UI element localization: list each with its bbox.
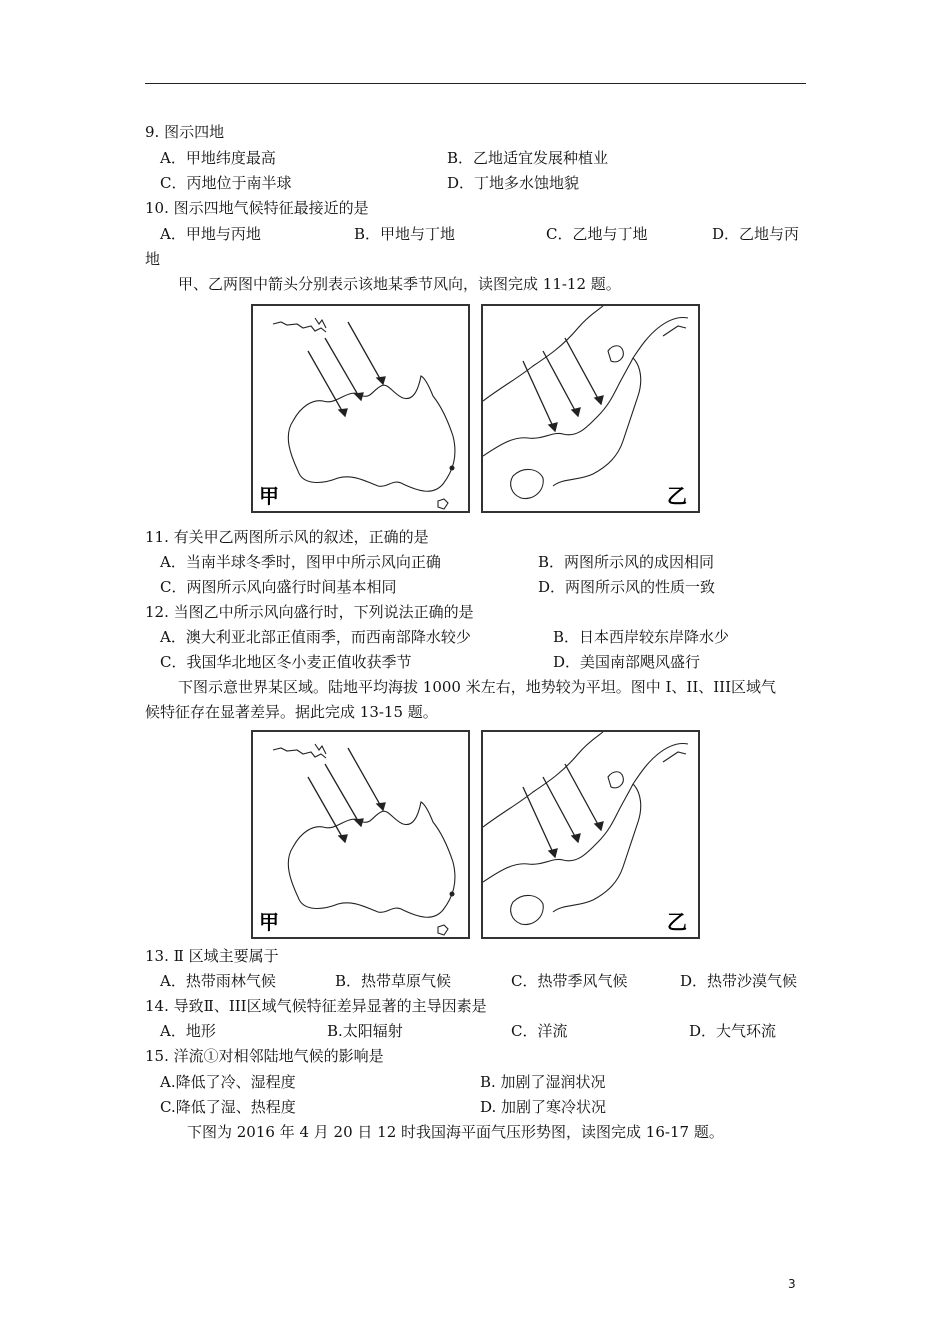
question-9-option-a: A．甲地纬度最高 <box>160 149 276 167</box>
australia-map-graphic <box>253 732 468 937</box>
map-japan-2 <box>481 730 700 939</box>
map-label-right-1: 乙 <box>667 484 687 508</box>
question-9-option-b: B．乙地适宜发展种植业 <box>447 149 609 167</box>
japan-map-graphic <box>483 306 698 511</box>
map-australia-1 <box>251 304 470 513</box>
question-11-option-a: A．当南半球冬季时，图甲中所示风向正确 <box>160 553 441 571</box>
question-15-option-a: A.降低了冷、湿程度 <box>160 1073 296 1091</box>
question-14-option-d: D．大气环流 <box>689 1022 777 1040</box>
map-label-left-1: 甲 <box>259 484 279 508</box>
japan-map-graphic <box>483 732 698 937</box>
question-9-option-d: D．丁地多水蚀地貌 <box>447 174 580 192</box>
intro-16-17: 下图为 2016 年 4 月 20 日 12 时我国海平面气压形势图，读图完成 16-17 题。 <box>187 1123 724 1141</box>
question-9-option-c: C．丙地位于南半球 <box>160 174 292 192</box>
question-14-stem: 14. 导致Ⅱ、III区域气候特征差异显著的主导因素是 <box>145 997 487 1015</box>
question-13-stem: 13. Ⅱ 区域主要属于 <box>145 947 279 965</box>
intro-11-12: 甲、乙两图中箭头分别表示该地某季节风向，读图完成 11-12 题。 <box>178 275 621 293</box>
question-13-option-a: A．热带雨林气候 <box>160 972 276 990</box>
map-japan-1 <box>481 304 700 513</box>
question-15-stem: 15. 洋流①对相邻陆地气候的影响是 <box>145 1047 384 1065</box>
question-11-option-d: D．两图所示风的性质一致 <box>538 578 716 596</box>
map-label-left-2: 甲 <box>259 910 279 934</box>
question-13-option-c: C．热带季风气候 <box>511 972 628 990</box>
question-15-option-c: C.降低了湿、热程度 <box>160 1098 296 1116</box>
question-11-option-b: B．两图所示风的成因相同 <box>538 553 715 571</box>
question-13-option-d: D．热带沙漠气候 <box>680 972 798 990</box>
question-10-option-c: C．乙地与丁地 <box>546 225 648 243</box>
question-13-option-b: B．热带草原气候 <box>335 972 452 990</box>
header-rule <box>145 83 806 84</box>
australia-map-graphic <box>253 306 468 511</box>
question-12-option-d: D．美国南部飓风盛行 <box>553 653 701 671</box>
question-10-stem: 10. 图示四地气候特征最接近的是 <box>145 199 369 217</box>
question-12-option-a: A．澳大利亚北部正值雨季，而西南部降水较少 <box>160 628 471 646</box>
question-12-stem: 12. 当图乙中所示风向盛行时，下列说法正确的是 <box>145 603 474 621</box>
map-australia-2 <box>251 730 470 939</box>
map-dot-marker <box>450 892 455 897</box>
page-number: 3 <box>788 1277 796 1291</box>
question-11-stem: 11. 有关甲乙两图所示风的叙述，正确的是 <box>145 528 429 546</box>
question-10-option-a: A．甲地与丙地 <box>160 225 261 243</box>
map-dot-marker <box>450 466 455 471</box>
question-14-option-b: B.太阳辐射 <box>327 1022 403 1040</box>
question-10-option-d-wrap: 地 <box>145 250 161 268</box>
map-label-right-2: 乙 <box>667 910 687 934</box>
intro-13-15-line1: 下图示意世界某区域。陆地平均海拔 1000 米左右，地势较为平坦。图中 I、II、III区域气 <box>178 678 777 696</box>
question-12-option-c: C．我国华北地区冬小麦正值收获季节 <box>160 653 412 671</box>
question-11-option-c: C．两图所示风向盛行时间基本相同 <box>160 578 397 596</box>
question-12-option-b: B．日本西岸较东岸降水少 <box>553 628 730 646</box>
question-15-option-d: D. 加剧了寒冷状况 <box>480 1098 607 1116</box>
question-10-option-b: B．甲地与丁地 <box>354 225 456 243</box>
intro-13-15-line2: 候特征存在显著差异。据此完成 13-15 题。 <box>145 703 438 721</box>
question-9-stem: 9. 图示四地 <box>145 123 225 141</box>
question-15-option-b: B. 加剧了湿润状况 <box>480 1073 606 1091</box>
question-10-option-d: D．乙地与丙 <box>712 225 800 243</box>
question-14-option-a: A．地形 <box>160 1022 216 1040</box>
question-14-option-c: C．洋流 <box>511 1022 568 1040</box>
